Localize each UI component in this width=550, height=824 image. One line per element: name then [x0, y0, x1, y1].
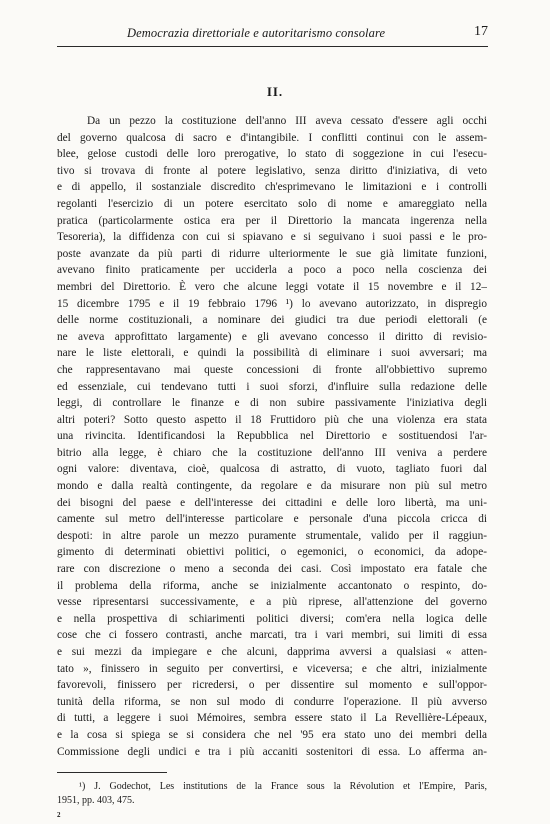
header-rule [57, 46, 488, 47]
page-header [57, 24, 488, 44]
signature-mark: 2 [57, 811, 61, 819]
text-line: ne aveva approfittato largamente) e gli avevano concesso il diritto di revisio- [57, 330, 487, 343]
section-heading: II. [266, 84, 284, 99]
text-line: delle norme costituzionali, a nominare dei giudici tra due periodi elettorali (e [57, 314, 487, 327]
text-line: altri poteri? Sotto questo aspetto il 18 Fruttidoro più che una violenza era stata [57, 413, 487, 426]
text-line: di tutti, a leggere i suoi Mémoires, sembra essere stato il La Revellière-Lépeaux, [57, 712, 487, 725]
footnote-line: ¹) J. Godechot, Les institutions de la France sous la Révolution et l'Empire, Paris, [79, 781, 487, 792]
text-line: poste avanzate da più parti di ridurre ulteriormente le sue già limitate funzioni, [57, 247, 487, 260]
text-line: blee, gelose custodi delle loro prerogative, lo stato di soggezione in cui l'esecu- [57, 148, 487, 161]
text-line: Commissione degli undici e tra i più accaniti sostenitori di essa. Lo afferma an- [57, 745, 487, 758]
text-line: despoti: in altre parole un mezzo puramente strumentale, valido per il raggiun- [57, 529, 487, 542]
text-line: regolanti l'esercizio di un potere esercitato solo di nome e amareggiato nella [57, 197, 487, 210]
text-line: tivo si trovava di fronte al potere legislativo, senza diritto d'iniziativa, di veto [57, 164, 487, 177]
page-number: 17 [474, 24, 488, 39]
body-paragraph [57, 113, 487, 760]
text-line: rare con discrezione o meno a seconda dei casi. Così impostato era fatale che [57, 563, 487, 576]
text-line: tato », finissero in seguito per convertirsi, e viceversa; e che altri, inizialmente [57, 662, 487, 675]
text-line: e la cosa si spiega se si considera che nel '95 era stato uno dei membri della [57, 728, 487, 741]
text-line: del governo qualcosa di sacro e d'intangibile. I conflitti continui con le assem- [57, 131, 487, 144]
text-line: cose che ci fossero contrasti, anche marcati, tra i vari membri, sui limiti di essa [57, 629, 487, 642]
text-line: Tesoreria), la diffidenza con cui si spiavano e si seguivano i suoi passi e le pro- [57, 231, 487, 244]
text-line: nare le liste elettorali, e quindi la possibilità di eliminare i suoi avversari; ma [57, 347, 487, 360]
text-line: 15 dicembre 1795 e il 19 febbraio 1796 ¹) lo avevano autorizzato, in dispregio [57, 297, 487, 310]
text-line: e sui mezzi da impiegare e che alcuni, dapprima avversi a qualsiasi « atten- [57, 646, 487, 658]
running-title: Democrazia direttoriale e autoritarismo consolare [127, 26, 386, 40]
text-line: camente sul metro dell'interesse particolare e personale d'una piccola cricca di [57, 513, 487, 526]
text-line: leggi, di controllare le finanze e di non subire passivamente l'iniziativa degli [57, 397, 487, 410]
text-line: che rappresentavano mai queste concessioni di fronte all'obbiettivo supremo [57, 363, 487, 376]
text-line: mondo e dalla realtà contingente, da regolare e da misurare non più sul metro [57, 480, 487, 493]
text-line: vesse ripresentarsi successivamente, e a più riprese, all'attenzione del governo [57, 596, 487, 609]
footnote [57, 780, 487, 808]
text-line: dei bisogni del paese e dell'interesse dei cittadini e delle loro libertà, ma uni- [57, 496, 487, 509]
text-line: il problema della riforma, anche se inizialmente accantonato o respinto, do- [57, 579, 487, 592]
text-line: avevano finito praticamente per ucciderla a poco a poco nella coscienza dei [57, 264, 487, 277]
text-line: ogni valore: diventava, cioè, qualcosa di astratto, di vuoto, tagliato fuori dal [57, 463, 487, 476]
text-line: gimento di determinati obiettivi politici, o egemonici, o economici, da adope- [57, 546, 487, 559]
text-line: bitrio alla legge, è chiaro che la costituzione dell'anno III veniva a perdere [57, 446, 487, 459]
text-line: tunità della riforma, se non sul modo di condurre l'operazione. Il più avverso [57, 695, 487, 708]
text-line: membri del Direttorio. È vero che alcune leggi votate il 15 novembre e il 12– [57, 280, 487, 293]
text-line: e nella prospettiva di schiarimenti politici diversi; com'era nella logica delle [57, 612, 487, 625]
text-line: e di appello, il sostanziale discredito ch'esprimevano le limitazioni e i controlli [57, 181, 487, 194]
text-line: pratica (particolarmente ostica era per il Direttorio la mancata ingerenza nella [57, 214, 487, 227]
text-line: una rivincita. Identificandosi la Repubblica nel Direttorio e sostituendosi l'ar- [57, 430, 487, 443]
text-line: favorevoli, finissero per ricredersi, o per dissentire sul momento e sull'oppor- [57, 679, 487, 692]
footnote-line: 1951, pp. 403, 475. [57, 795, 135, 806]
text-line: Da un pezzo la costituzione dell'anno III aveva cessato d'essere agli occhi [87, 115, 487, 127]
text-line: ed essenziale, cui tendevano tutti i suoi sforzi, d'influire sulla redazione delle [57, 380, 487, 393]
footnote-separator [57, 772, 167, 773]
